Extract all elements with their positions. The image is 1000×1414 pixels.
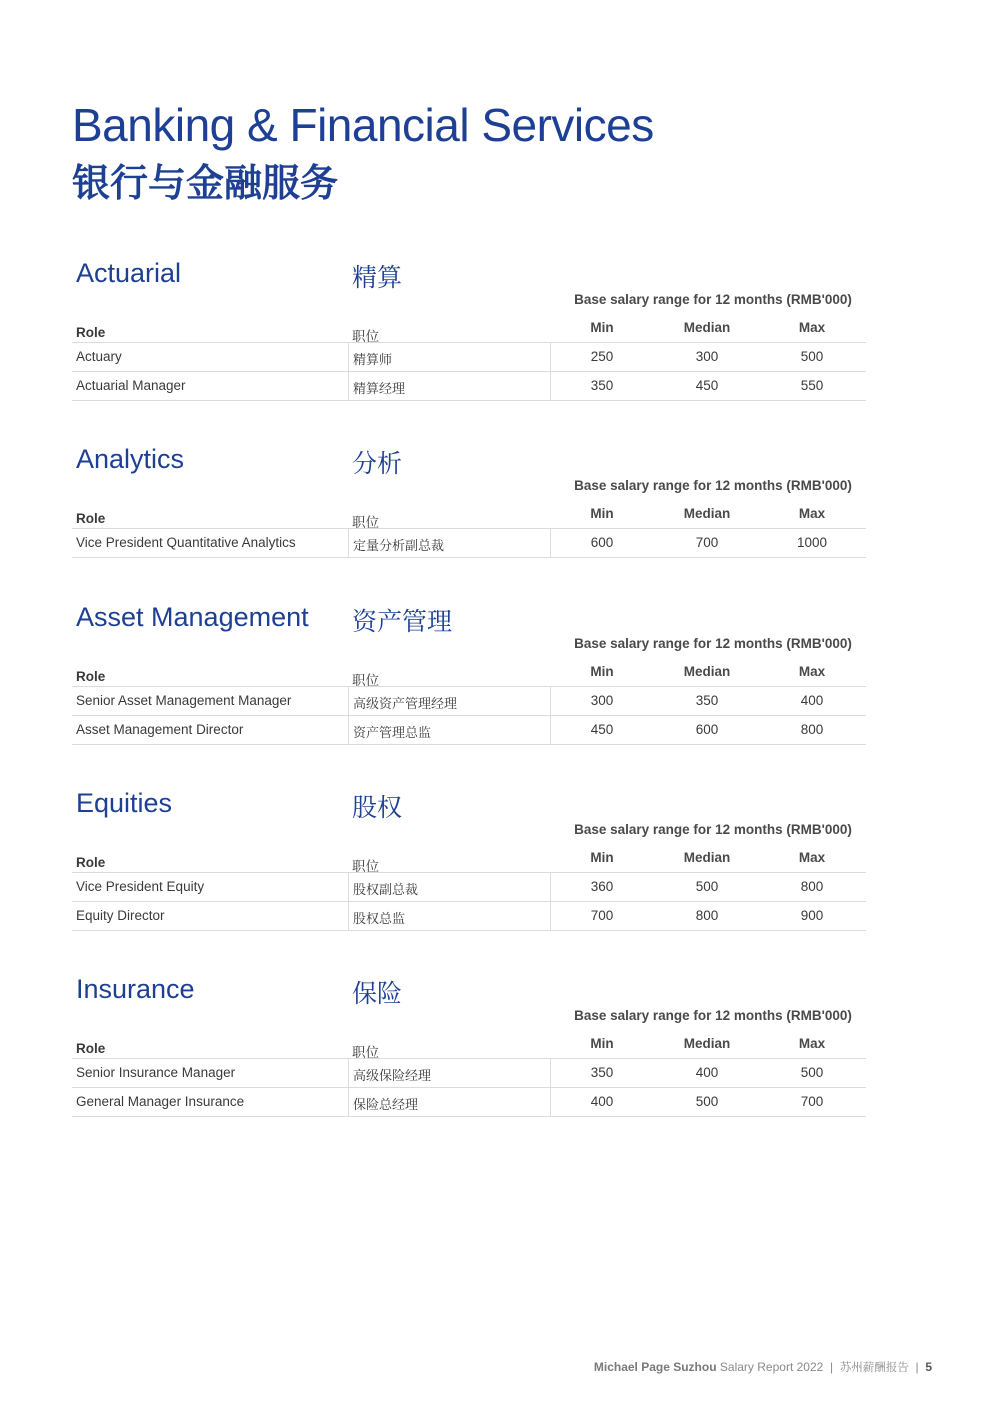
section-title-en: Analytics [76,444,185,474]
column-header-min: Min [590,506,614,521]
min-cell: 450 [590,722,614,737]
column-header-role-zh: 职位 [352,329,379,345]
min-cell: 300 [590,693,614,708]
footer-report: Salary Report 2022 [719,1360,824,1374]
section-insurance [72,974,866,1120]
column-header-median: Median [683,1036,731,1051]
column-divider [348,343,349,371]
min-cell: 400 [590,1094,614,1109]
column-divider [348,873,349,901]
column-divider [550,716,551,744]
role-zh-cell: 定量分析副总裁 [353,539,445,554]
median-cell: 600 [695,722,719,737]
column-divider [348,902,349,930]
table-row [72,528,866,558]
max-cell: 500 [800,1065,824,1080]
table-row [72,1087,866,1117]
median-cell: 700 [695,535,719,550]
column-header-max: Max [798,850,826,865]
section-title-zh: 保险 [352,979,403,1008]
role-cell: Vice President Equity [76,879,205,894]
max-cell: 500 [800,349,824,364]
min-cell: 350 [590,378,614,393]
salary-table [72,1058,866,1117]
section-actuarial [72,258,866,404]
salary-range-label: Base salary range for 12 months (RMB'000) [574,822,852,837]
role-zh-cell: 股权副总裁 [353,883,419,898]
role-zh-cell: 精算师 [353,353,393,368]
median-cell: 500 [695,1094,719,1109]
median-cell: 300 [695,349,719,364]
footer-brand: Michael Page Suzhou [593,1360,717,1374]
section-asset-management [72,602,866,748]
column-divider [550,343,551,371]
page-title-zh: 银行与金融服务 [72,161,339,205]
median-cell: 450 [695,378,719,393]
column-header-min: Min [590,664,614,679]
column-header-min: Min [590,850,614,865]
min-cell: 600 [590,535,614,550]
role-cell: Equity Director [76,908,165,923]
min-cell: 360 [590,879,614,894]
role-zh-cell: 高级资产管理经理 [353,697,458,712]
column-divider [550,873,551,901]
table-row [72,872,866,901]
section-title-en: Equities [76,788,173,818]
column-divider [550,372,551,400]
column-header-max: Max [798,506,826,521]
table-row [72,901,866,931]
column-divider [550,1059,551,1087]
footer-separator: | [915,1360,919,1374]
max-cell: 400 [800,693,824,708]
median-cell: 400 [695,1065,719,1080]
min-cell: 250 [590,349,614,364]
max-cell: 1000 [796,535,828,550]
role-zh-cell: 股权总监 [353,912,406,927]
salary-table [72,872,866,931]
column-header-role: Role [76,855,106,870]
footer-report-zh: 苏州薪酬报告 [839,1360,909,1374]
salary-table [72,686,866,745]
salary-range-label: Base salary range for 12 months (RMB'000) [574,478,852,493]
max-cell: 900 [800,908,824,923]
table-row [72,715,866,745]
table-row [72,342,866,371]
column-header-max: Max [798,1036,826,1051]
section-title-en: Asset Management [76,602,309,632]
max-cell: 700 [800,1094,824,1109]
section-title-zh: 分析 [352,449,403,478]
page-number: 5 [925,1360,932,1374]
section-title-zh: 精算 [352,263,403,292]
column-header-role: Role [76,669,106,684]
column-header-min: Min [590,1036,614,1051]
column-header-max: Max [798,664,826,679]
column-header-role: Role [76,325,106,340]
column-divider [348,1088,349,1116]
min-cell: 350 [590,1065,614,1080]
page-title-en: Banking & Financial Services [72,99,654,151]
median-cell: 800 [695,908,719,923]
role-zh-cell: 高级保险经理 [353,1069,432,1084]
column-header-role: Role [76,511,106,526]
salary-range-label: Base salary range for 12 months (RMB'000) [574,636,852,651]
median-cell: 350 [695,693,719,708]
section-title-zh: 资产管理 [352,607,453,636]
column-header-role-zh: 职位 [352,859,379,875]
column-header-median: Median [683,320,731,335]
column-divider [348,687,349,715]
column-header-median: Median [683,506,731,521]
max-cell: 550 [800,378,824,393]
section-title-en: Insurance [76,974,195,1004]
role-cell: Asset Management Director [76,722,244,737]
column-header-min: Min [590,320,614,335]
role-cell: Senior Asset Management Manager [76,693,292,708]
role-cell: General Manager Insurance [76,1094,245,1109]
section-title-zh: 股权 [352,793,403,822]
max-cell: 800 [800,879,824,894]
role-cell: Actuary [76,349,122,364]
footer-separator: | [830,1360,834,1374]
table-row [72,686,866,715]
role-zh-cell: 精算经理 [353,382,406,397]
role-zh-cell: 保险总经理 [353,1098,419,1113]
section-equities [72,788,866,934]
role-cell: Vice President Quantitative Analytics [76,535,296,550]
section-title-en: Actuarial [76,258,182,288]
page-footer [594,1359,932,1375]
role-zh-cell: 资产管理总监 [353,726,432,741]
column-divider [550,902,551,930]
column-divider [348,716,349,744]
column-header-max: Max [798,320,826,335]
role-cell: Actuarial Manager [76,378,186,393]
column-divider [348,529,349,557]
column-header-role-zh: 职位 [352,515,379,531]
table-row [72,371,866,401]
column-divider [348,372,349,400]
salary-range-label: Base salary range for 12 months (RMB'000) [574,292,852,307]
column-divider [348,1059,349,1087]
column-divider [550,687,551,715]
salary-table [72,528,866,558]
role-cell: Senior Insurance Manager [76,1065,236,1080]
column-header-median: Median [683,664,731,679]
column-divider [550,1088,551,1116]
salary-table [72,342,866,401]
min-cell: 700 [590,908,614,923]
column-header-median: Median [683,850,731,865]
salary-range-label: Base salary range for 12 months (RMB'000) [574,1008,852,1023]
column-header-role: Role [76,1041,106,1056]
column-header-role-zh: 职位 [352,1045,379,1061]
column-header-role-zh: 职位 [352,673,379,689]
median-cell: 500 [695,879,719,894]
section-analytics [72,444,866,590]
table-row [72,1058,866,1087]
column-divider [550,529,551,557]
max-cell: 800 [800,722,824,737]
